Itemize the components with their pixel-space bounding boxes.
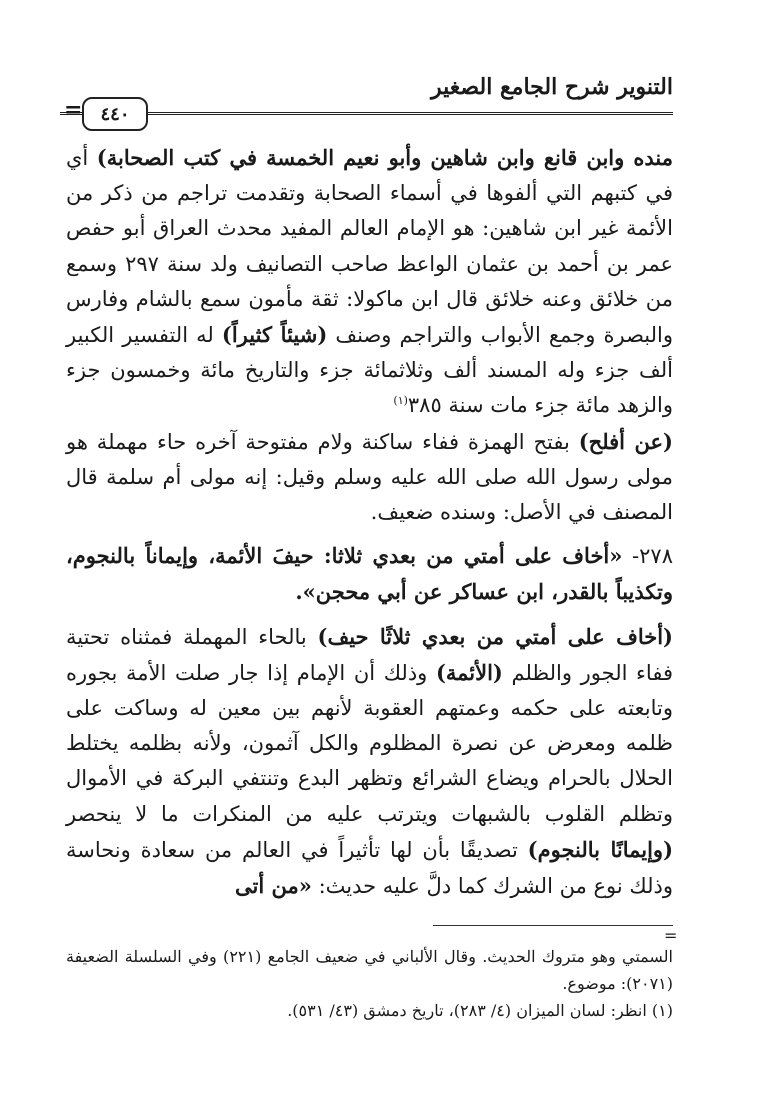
paragraph-2 <box>66 424 673 531</box>
bold-text: «من أتى <box>235 873 312 899</box>
paragraph-1 <box>66 140 673 424</box>
bold-text: (وإيمانًا بالنجوم) <box>527 836 674 862</box>
footnote-1: (١) انظر: لسان الميزان (٤/ ٢٨٣)، تاريخ دمشق (٤٣/ ٥٣١). <box>287 1001 673 1020</box>
paragraph-4 <box>66 619 673 905</box>
text-run: بفتح الهمزة ففاء ساكنة ولام مفتوحة آخره حاء مهملة هو مولى رسول الله صلى الله عليه وسلم وقيل: إنه مولى أم سلمة قال المصنف في الأصل: وسنده ضعيف. <box>66 429 673 525</box>
bold-text: (عن أفلح) <box>578 428 673 454</box>
main-text <box>66 140 673 904</box>
text-run: بالحاء المهملة فمثناه تحتية ففاء الجور والظلم <box>66 624 673 685</box>
footnotes <box>66 943 673 1024</box>
bold-text: (شيئاً كثيراً) <box>221 322 328 348</box>
bold-text: (أخاف على أمتي من بعدي ثلاثًا حيف) <box>317 623 673 649</box>
hadith-number: ٢٧٨- <box>622 544 673 569</box>
text-run: له التفسير الكبير ألف جزء وله المسند ألف وثلاثمائة جزء والتاريخ مائة وخمسون جزء والزهد مائة جزء مات سنة ٣٨٥ <box>66 323 673 418</box>
text-run: تصديقًا بأن لها تأثيراً في العالم من سعادة ونحاسة وذلك نوع من الشرك كما دلَّ عليه حديث: <box>66 837 673 899</box>
text-run: وذلك أن الإمام إذا جار صلت الأمة بجوره وتابعته على حكمه وعمتهم العقوبة لأنهم بين معين له وساكت على ظلمه ومعرض عن نصرة المظلوم والكل آثمون، ولأنه بظلمه يختلط الحلال بالحرام ويضاع الشرائع وتظهر البدع وتنتفي البركة في الأموال وتظلم القلوب بالشبهات ويترتب عليه من المنكرات ما لا ينحصر <box>66 660 673 826</box>
footnote-mark: = <box>664 926 678 945</box>
bold-text: (الأئمة) <box>435 659 503 685</box>
footnote-continued: السمتي وهو متروك الحديث. وقال الألباني في ضعيف الجامع (٢٢١) وفي السلسلة الضعيفة (٢٠٧١): موضوع. <box>66 947 673 993</box>
hadith-278 <box>66 538 673 610</box>
header-mark: = <box>64 97 83 123</box>
hadith-text: «أخاف على أمتي من بعدي ثلاثا: حيفَ الأئمة، وإيماناً بالنجوم، وتكذيباً بالقدر، ابن عساكر عن أبي محجن». <box>66 543 673 605</box>
footnote-ref[interactable]: (١) <box>393 394 408 408</box>
bold-text: منده وابن قانع وابن شاهين وأبو نعيم الخمسة في كتب الصحابة) <box>96 145 674 170</box>
header-double-rule <box>60 112 673 115</box>
text-run: أي في كتبهم التي ألفوها في أسماء الصحابة وتقدمت تراجم من ذكر من الأئمة غير ابن شاهين: هو الإمام العالم المفيد محدث العراق أبو حفص عمر بن أحمد بن عثمان الواعظ صاحب التصانيف ولد سنة ٢٩٧ وسمع من خلائق وعنه خلائق قال ابن ماكولا: ثقة مأمون سمع بالشام وفارس والبصرة وجمع الأبواب والتراجم وصنف <box>66 146 674 348</box>
footnote-rule <box>433 925 673 926</box>
book-title: التنوير شرح الجامع الصغير <box>431 74 673 100</box>
page-number: ٤٤٠ <box>82 97 148 131</box>
